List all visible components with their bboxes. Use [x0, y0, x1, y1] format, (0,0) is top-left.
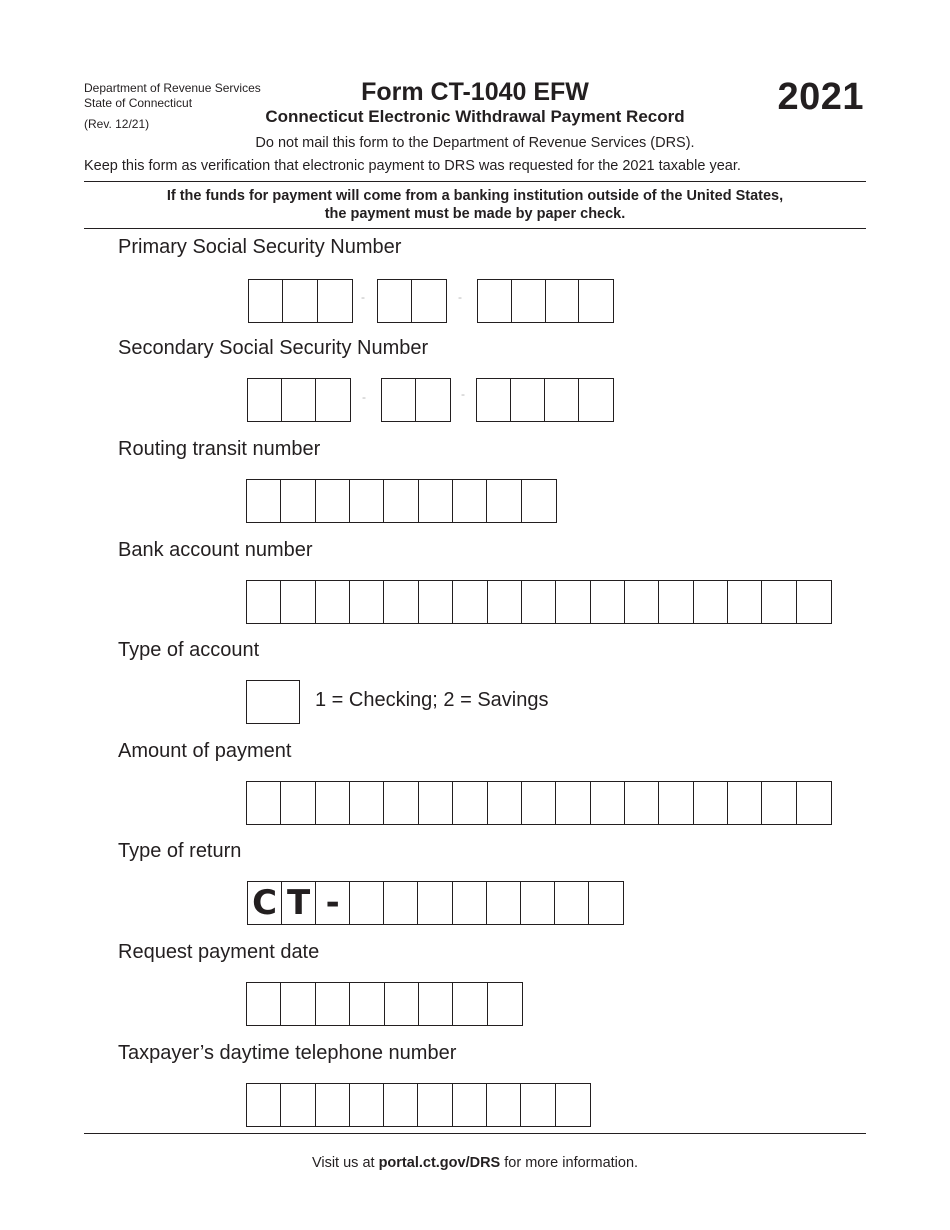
digit-cell[interactable]	[625, 782, 659, 824]
digit-cell[interactable]	[487, 1084, 521, 1126]
account-type-legend: 1 = Checking; 2 = Savings	[315, 689, 549, 711]
digit-cell[interactable]	[694, 581, 728, 623]
digit-cell[interactable]	[350, 480, 384, 522]
primary-ssn-area[interactable]	[248, 279, 353, 323]
routing-label: Routing transit number	[118, 438, 321, 460]
digit-cell[interactable]	[488, 782, 522, 824]
primary-ssn-label: Primary Social Security Number	[118, 236, 402, 258]
digit-cell[interactable]	[556, 581, 590, 623]
digit-cell[interactable]	[591, 581, 625, 623]
digit-cell[interactable]	[511, 379, 545, 421]
digit-cell[interactable]	[281, 581, 315, 623]
digit-cell[interactable]	[659, 581, 693, 623]
digit-cell[interactable]	[318, 280, 352, 322]
digit-cell[interactable]	[350, 882, 384, 924]
digit-cell[interactable]	[487, 480, 521, 522]
digit-cell[interactable]	[797, 581, 831, 623]
digit-cell[interactable]	[419, 480, 453, 522]
digit-cell[interactable]	[350, 782, 384, 824]
digit-cell[interactable]	[591, 782, 625, 824]
digit-cell[interactable]	[382, 379, 416, 421]
digit-cell[interactable]	[419, 983, 453, 1025]
digit-cell[interactable]	[385, 983, 419, 1025]
digit-cell[interactable]	[522, 581, 556, 623]
secondary-ssn-area[interactable]	[247, 378, 351, 422]
digit-cell[interactable]	[419, 782, 453, 824]
return-type-field[interactable]	[247, 881, 624, 925]
digit-cell[interactable]	[316, 1084, 350, 1126]
digit-cell[interactable]	[488, 983, 522, 1025]
digit-cell[interactable]	[281, 983, 315, 1025]
prefilled-cell: T	[282, 882, 316, 924]
digit-cell[interactable]	[762, 782, 796, 824]
digit-cell[interactable]	[418, 882, 452, 924]
digit-cell[interactable]	[378, 280, 412, 322]
warning-line: the payment must be made by paper check.	[324, 206, 626, 222]
digit-cell[interactable]	[281, 1084, 315, 1126]
digit-cell[interactable]	[281, 480, 315, 522]
digit-cell[interactable]	[453, 882, 487, 924]
digit-cell[interactable]	[522, 480, 556, 522]
digit-cell[interactable]	[412, 280, 446, 322]
routing-number-field[interactable]	[246, 479, 557, 523]
digit-cell[interactable]	[283, 280, 317, 322]
digit-cell[interactable]	[453, 480, 487, 522]
account-type-label: Type of account	[118, 639, 260, 661]
state-line: State of Connecticut	[84, 96, 193, 110]
digit-cell[interactable]	[316, 782, 350, 824]
digit-cell[interactable]	[659, 782, 693, 824]
payment-date-label: Request payment date	[118, 941, 320, 963]
prefilled-cell: -	[316, 882, 350, 924]
digit-cell[interactable]	[546, 280, 580, 322]
account-type-input[interactable]	[246, 680, 300, 724]
mail-note: Do not mail this form to the Department of Revenue Services (DRS).	[255, 135, 695, 151]
digit-cell[interactable]	[350, 983, 384, 1025]
telephone-label: Taxpayer’s daytime telephone number	[118, 1042, 457, 1064]
ssn-separator: -	[461, 387, 465, 401]
digit-cell[interactable]	[249, 280, 283, 322]
digit-cell[interactable]	[522, 782, 556, 824]
digit-cell[interactable]	[521, 1084, 555, 1126]
digit-cell[interactable]	[247, 983, 281, 1025]
digit-cell[interactable]	[316, 581, 350, 623]
digit-cell[interactable]	[453, 581, 487, 623]
ssn-separator: -	[362, 390, 366, 404]
digit-cell[interactable]	[384, 480, 418, 522]
digit-cell[interactable]	[556, 782, 590, 824]
revision-date: (Rev. 12/21)	[84, 117, 150, 131]
digit-cell[interactable]	[589, 882, 623, 924]
return-type-label: Type of return	[118, 840, 242, 862]
bank-account-label: Bank account number	[118, 539, 313, 561]
digit-cell[interactable]	[384, 782, 418, 824]
prefilled-cell: C	[248, 882, 282, 924]
digit-cell[interactable]	[579, 379, 613, 421]
keep-note: Keep this form as verification that electronic payment to DRS was requested for the 2021 taxable year.	[84, 158, 741, 174]
digit-cell[interactable]	[384, 882, 418, 924]
digit-cell[interactable]	[762, 581, 796, 623]
amount-label: Amount of payment	[118, 740, 292, 762]
digit-cell[interactable]	[350, 1084, 384, 1126]
digit-cell[interactable]	[556, 1084, 590, 1126]
footer-prefix: Visit us at	[311, 1155, 379, 1171]
digit-cell[interactable]	[247, 1084, 281, 1126]
digit-cell[interactable]	[488, 581, 522, 623]
digit-cell[interactable]	[477, 379, 511, 421]
warning-line: If the funds for payment will come from a banking institution outside of the United States,	[166, 188, 784, 204]
footer-suffix: for more information.	[500, 1155, 639, 1171]
digit-cell[interactable]	[248, 379, 282, 421]
digit-cell[interactable]	[384, 581, 418, 623]
digit-cell[interactable]	[247, 782, 281, 824]
digit-cell[interactable]	[797, 782, 831, 824]
divider	[84, 228, 866, 229]
digit-cell[interactable]	[282, 379, 316, 421]
foreign-bank-warning	[84, 187, 866, 223]
ssn-separator: -	[361, 290, 365, 304]
digit-cell[interactable]	[728, 581, 762, 623]
digit-cell[interactable]	[316, 379, 350, 421]
secondary-ssn-serial[interactable]	[476, 378, 614, 422]
digit-cell[interactable]	[384, 1084, 418, 1126]
digit-cell[interactable]	[247, 581, 281, 623]
digit-cell[interactable]	[419, 581, 453, 623]
digit-cell[interactable]	[478, 280, 512, 322]
digit-cell[interactable]	[316, 480, 350, 522]
digit-cell[interactable]	[453, 782, 487, 824]
telephone-field[interactable]	[246, 1083, 591, 1127]
digit-cell[interactable]	[453, 1084, 487, 1126]
digit-cell[interactable]	[555, 882, 589, 924]
primary-ssn-serial[interactable]	[477, 279, 614, 323]
tax-year: 2021	[777, 76, 864, 118]
digit-cell[interactable]	[728, 782, 762, 824]
ssn-separator: -	[458, 290, 462, 304]
digit-cell[interactable]	[512, 280, 546, 322]
digit-cell[interactable]	[453, 983, 487, 1025]
divider	[84, 181, 866, 182]
digit-cell[interactable]	[281, 782, 315, 824]
digit-cell[interactable]	[487, 882, 521, 924]
divider	[84, 1133, 866, 1134]
digit-cell[interactable]	[694, 782, 728, 824]
amount-field[interactable]	[246, 781, 832, 825]
digit-cell[interactable]	[418, 1084, 452, 1126]
digit-cell[interactable]	[579, 280, 613, 322]
digit-cell[interactable]	[416, 379, 450, 421]
digit-cell[interactable]	[625, 581, 659, 623]
secondary-ssn-label: Secondary Social Security Number	[118, 337, 429, 359]
form-subtitle: Connecticut Electronic Withdrawal Payment Record	[265, 107, 685, 126]
digit-cell[interactable]	[316, 983, 350, 1025]
form-title: Form CT-1040 EFW	[361, 78, 589, 106]
digit-cell[interactable]	[350, 581, 384, 623]
department-line: Department of Revenue Services	[84, 81, 261, 95]
bank-account-field[interactable]	[246, 580, 832, 624]
secondary-ssn-group[interactable]	[381, 378, 451, 422]
digit-cell[interactable]	[247, 480, 281, 522]
digit-cell[interactable]	[545, 379, 579, 421]
drs-website-link[interactable]: portal.ct.gov/DRS	[378, 1155, 501, 1171]
primary-ssn-group[interactable]	[377, 279, 447, 323]
digit-cell[interactable]	[521, 882, 555, 924]
payment-date-field[interactable]	[246, 982, 523, 1026]
footer-note	[0, 1155, 950, 1171]
